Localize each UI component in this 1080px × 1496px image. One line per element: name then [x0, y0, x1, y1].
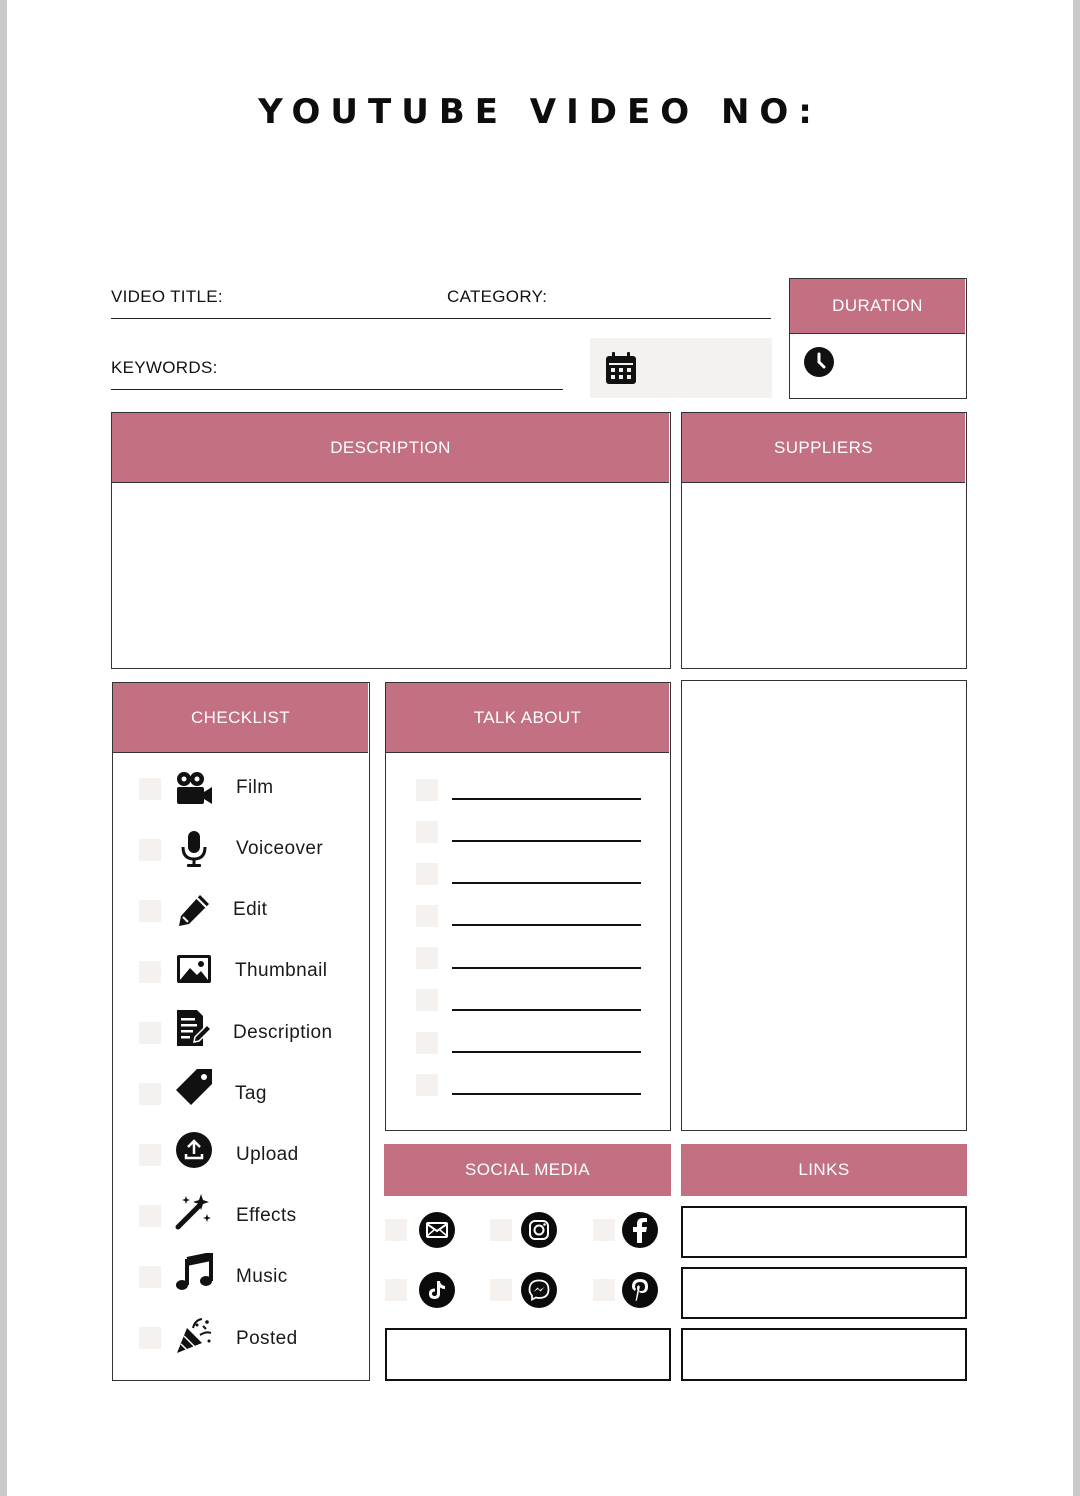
checklist-item-effects: Effects [236, 1205, 297, 1226]
social-checkbox-instagram[interactable] [490, 1219, 512, 1241]
talk-about-line[interactable] [452, 924, 641, 926]
upload-icon [175, 1131, 213, 1169]
talk-about-line[interactable] [452, 798, 641, 800]
talk-about-checkbox[interactable] [416, 905, 438, 927]
checklist-checkbox-posted[interactable] [139, 1327, 161, 1349]
talk-about-box [385, 682, 671, 1131]
notes-box[interactable] [681, 680, 967, 1131]
video-camera-icon [175, 769, 213, 807]
suppliers-header: SUPPLIERS [682, 413, 965, 483]
social-checkbox-email[interactable] [385, 1219, 407, 1241]
social-checkbox-facebook[interactable] [593, 1219, 615, 1241]
category-label: CATEGORY: [447, 287, 548, 306]
keywords-line[interactable] [111, 389, 563, 390]
description-box[interactable] [111, 412, 671, 669]
email-icon [419, 1212, 455, 1248]
checklist-item-voiceover: Voiceover [236, 838, 324, 859]
tag-icon [175, 1068, 213, 1106]
social-media-notes-field[interactable] [385, 1328, 671, 1381]
talk-about-header: TALK ABOUT [386, 683, 669, 753]
checklist-checkbox-film[interactable] [139, 778, 161, 800]
date-field[interactable] [590, 338, 772, 398]
checklist-checkbox-thumbnail[interactable] [139, 961, 161, 983]
checklist-item-description: Description [233, 1022, 333, 1043]
video-title-label: VIDEO TITLE: [111, 287, 223, 306]
checklist-checkbox-upload[interactable] [139, 1144, 161, 1166]
checklist-item-thumbnail: Thumbnail [235, 960, 328, 981]
checklist-item-music: Music [236, 1266, 288, 1287]
talk-about-checkbox[interactable] [416, 821, 438, 843]
talk-about-checkbox[interactable] [416, 779, 438, 801]
facebook-icon [622, 1212, 658, 1248]
talk-about-checkbox[interactable] [416, 947, 438, 969]
calendar-icon [602, 349, 640, 387]
instagram-icon [521, 1212, 557, 1248]
link-field[interactable] [681, 1267, 967, 1319]
social-checkbox-tiktok[interactable] [385, 1279, 407, 1301]
duration-box[interactable] [789, 278, 967, 399]
talk-about-line[interactable] [452, 1051, 641, 1053]
checklist-item-tag: Tag [235, 1083, 267, 1104]
checklist-checkbox-voiceover[interactable] [139, 839, 161, 861]
microphone-icon [175, 830, 213, 868]
music-note-icon [175, 1253, 213, 1291]
checklist-box [112, 682, 370, 1381]
tiktok-icon [419, 1272, 455, 1308]
talk-about-line[interactable] [452, 1093, 641, 1095]
title-category-line[interactable] [111, 318, 771, 319]
checklist-item-posted: Posted [236, 1328, 298, 1349]
checklist-item-upload: Upload [236, 1144, 299, 1165]
magic-wand-icon [175, 1192, 213, 1230]
social-checkbox-pinterest[interactable] [593, 1279, 615, 1301]
image-icon [175, 950, 213, 988]
talk-about-checkbox[interactable] [416, 863, 438, 885]
link-field[interactable] [681, 1206, 967, 1258]
checklist-checkbox-tag[interactable] [139, 1083, 161, 1105]
talk-about-line[interactable] [452, 967, 641, 969]
clock-icon [802, 345, 836, 379]
page-title: YOUTUBE VIDEO NO: [258, 92, 822, 132]
checklist-checkbox-effects[interactable] [139, 1205, 161, 1227]
talk-about-line[interactable] [452, 840, 641, 842]
checklist-checkbox-description[interactable] [139, 1022, 161, 1044]
talk-about-line[interactable] [452, 1009, 641, 1011]
pencil-icon [175, 891, 213, 929]
pinterest-icon [622, 1272, 658, 1308]
party-popper-icon [175, 1316, 213, 1354]
talk-about-checkbox[interactable] [416, 1032, 438, 1054]
checklist-item-film: Film [236, 777, 274, 798]
link-field[interactable] [681, 1328, 967, 1381]
talk-about-checkbox[interactable] [416, 989, 438, 1011]
keywords-label: KEYWORDS: [111, 358, 218, 377]
checklist-checkbox-music[interactable] [139, 1266, 161, 1288]
messenger-icon [521, 1272, 557, 1308]
document-edit-icon [175, 1009, 213, 1047]
talk-about-line[interactable] [452, 882, 641, 884]
checklist-checkbox-edit[interactable] [139, 900, 161, 922]
talk-about-checkbox[interactable] [416, 1074, 438, 1096]
description-header: DESCRIPTION [112, 413, 669, 483]
social-media-header: SOCIAL MEDIA [384, 1144, 671, 1196]
suppliers-box[interactable] [681, 412, 967, 669]
duration-header: DURATION [790, 279, 965, 334]
checklist-header: CHECKLIST [113, 683, 368, 753]
social-checkbox-messenger[interactable] [490, 1279, 512, 1301]
checklist-item-edit: Edit [233, 899, 268, 920]
links-header: LINKS [681, 1144, 967, 1196]
